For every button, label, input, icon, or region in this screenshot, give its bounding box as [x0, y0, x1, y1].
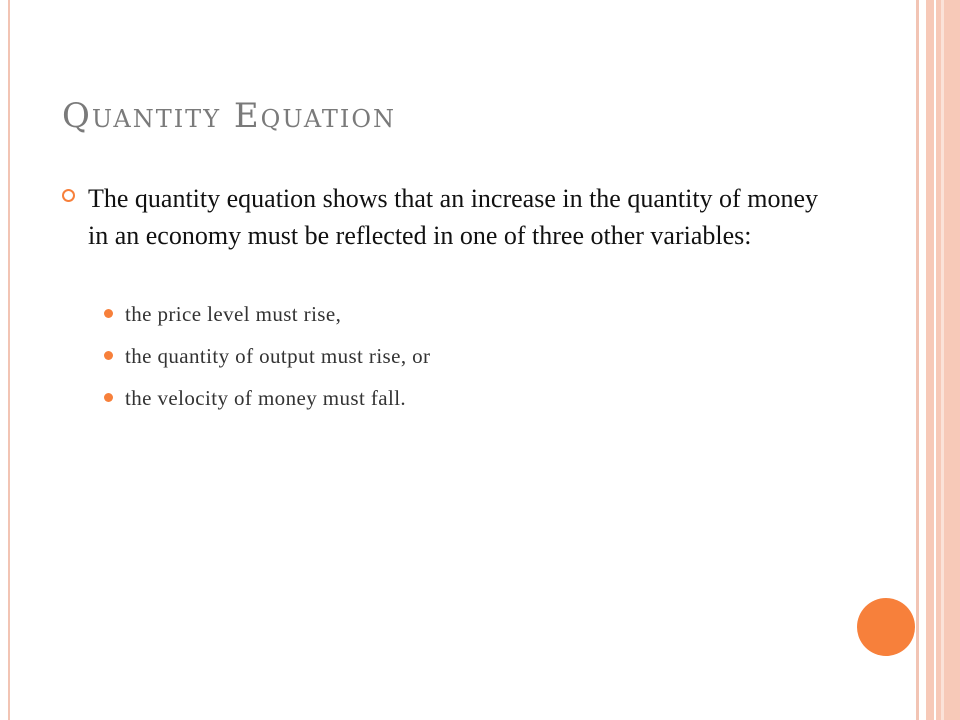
right-border-line [916, 0, 919, 720]
sub-bullet-item [104, 296, 804, 338]
dot-bullet-icon [104, 351, 113, 360]
decorative-circle [857, 598, 915, 656]
sub-bullet-text: the velocity of money must fall. [125, 386, 407, 410]
sub-bullet-list [104, 296, 804, 422]
dot-bullet-icon [104, 309, 113, 318]
right-decorative-stripe [944, 0, 960, 720]
sub-bullet-text: the quantity of output must rise, or [125, 344, 431, 368]
dot-bullet-icon [104, 393, 113, 402]
sub-bullet-text: the price level must rise, [125, 302, 342, 326]
ring-bullet-icon [62, 189, 75, 202]
sub-bullet-item [104, 380, 804, 422]
slide-title: Quantity Equation [62, 96, 397, 136]
main-bullet-text: The quantity equation shows that an increase in the quantity of money in an economy must be reflected in one of three other variables: [88, 184, 818, 250]
main-bullet [62, 180, 822, 254]
right-decorative-stripe [926, 0, 934, 720]
sub-bullet-item [104, 338, 804, 380]
left-border-line [8, 0, 10, 720]
